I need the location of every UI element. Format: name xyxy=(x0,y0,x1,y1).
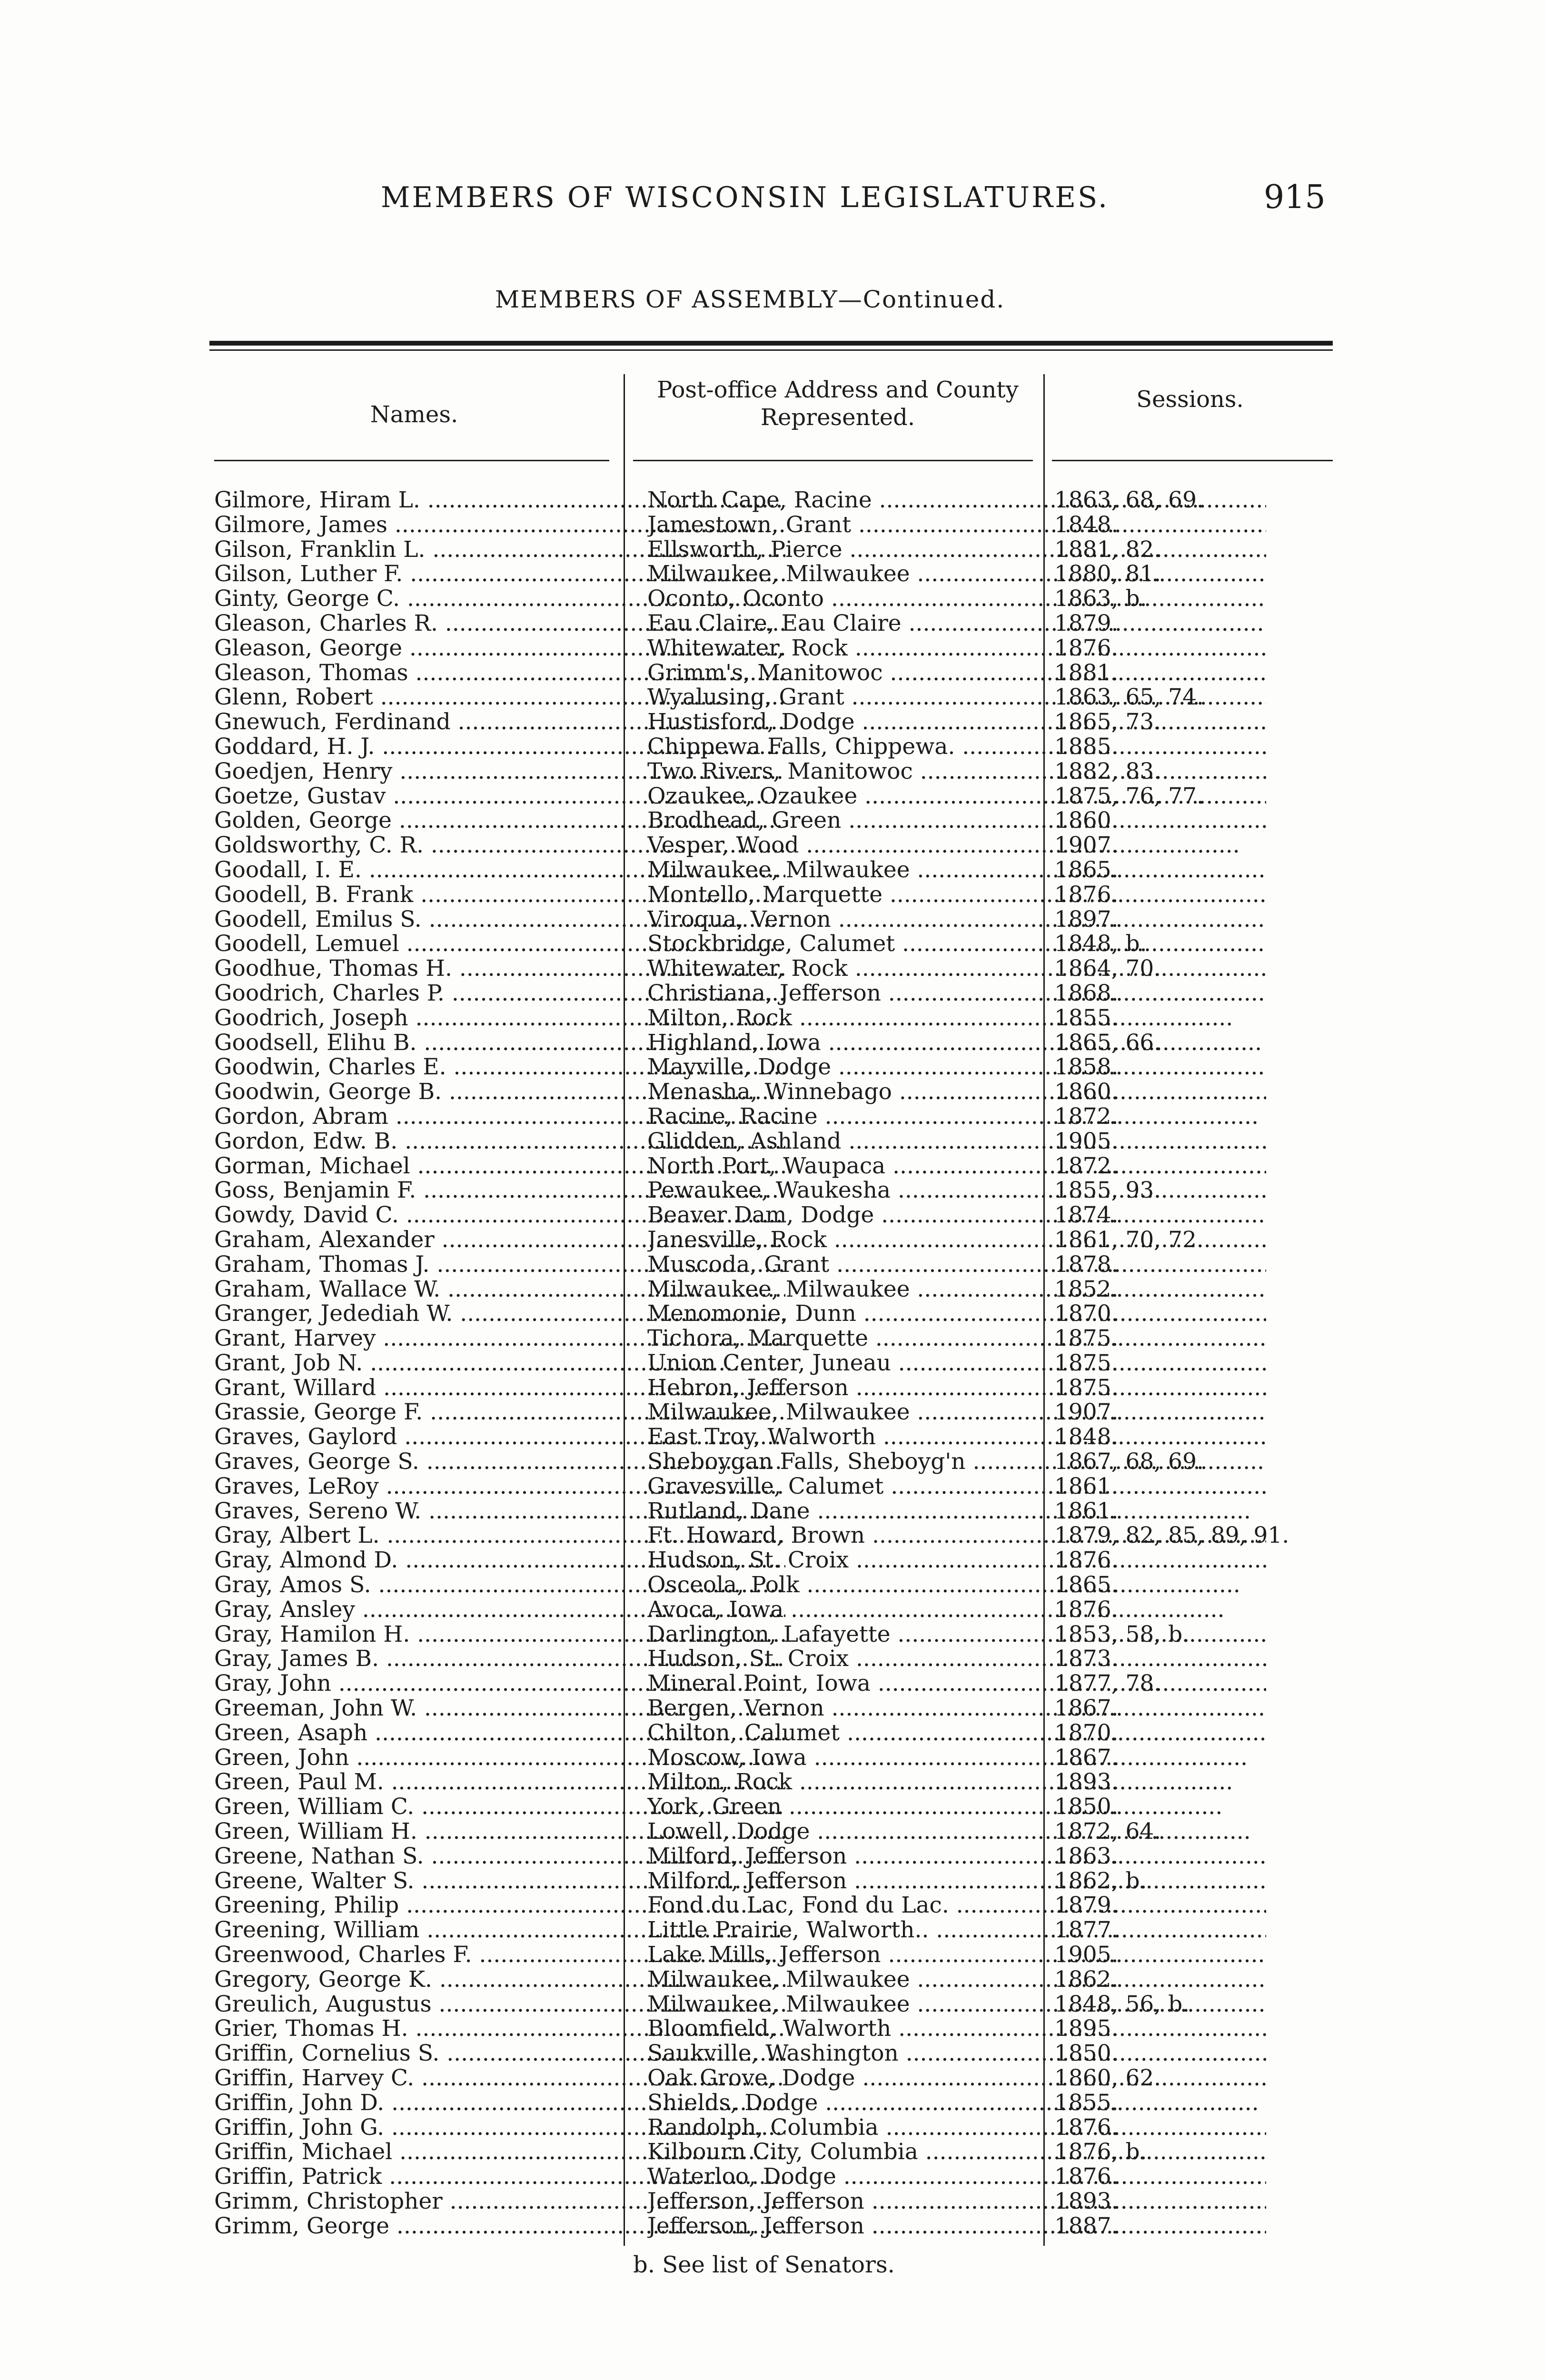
post-office-county: Darlington, Lafayette ..... xyxy=(647,1622,1266,1647)
footnote: b. See list of Senators. xyxy=(633,2251,895,2278)
post-office-county: Grimm's, Manitowoc ..... xyxy=(647,661,1266,685)
post-office-county: Milford, Jefferson ..... xyxy=(647,1844,1266,1869)
table-row xyxy=(214,1893,1309,1918)
sessions: 1861. xyxy=(1054,1474,1119,1499)
post-office-county: Highland, Iowa ..... xyxy=(647,1031,1266,1055)
table-row xyxy=(214,1573,1309,1597)
member-name: Gleason, Thomas ..... xyxy=(214,661,785,685)
post-office-county: Osceola, Polk ..... xyxy=(647,1573,1266,1597)
member-name: Grier, Thomas H. ..... xyxy=(214,2016,785,2041)
header-underline-names xyxy=(214,460,609,461)
sessions: 1855. xyxy=(1054,2090,1119,2115)
post-office-county: Beaver Dam, Dodge ..... xyxy=(647,1203,1266,1228)
member-name: Goodell, Emilus S. ..... xyxy=(214,907,785,932)
member-name: Ginty, George C. ..... xyxy=(214,586,785,611)
member-name: Gordon, Edw. B. ..... xyxy=(214,1129,785,1154)
member-name: Goodwin, Charles E. ..... xyxy=(214,1055,785,1080)
sessions: 1863, 68, 69. xyxy=(1054,488,1204,513)
post-office-county: Bloomfield, Walworth ..... xyxy=(647,2016,1266,2041)
table-row xyxy=(214,1080,1309,1104)
table-row xyxy=(214,1129,1309,1154)
sessions: 1897. xyxy=(1054,907,1119,932)
post-office-county: Montello, Marquette ..... xyxy=(647,883,1266,907)
table-row xyxy=(214,636,1309,661)
post-office-county: Randolph, Columbia ..... xyxy=(647,2115,1266,2140)
table-row xyxy=(214,1376,1309,1400)
table-row xyxy=(214,1351,1309,1376)
sessions: 1852. xyxy=(1054,1277,1119,1302)
member-name: Glenn, Robert ..... xyxy=(214,685,785,710)
table-row xyxy=(214,1696,1309,1721)
table-row xyxy=(214,1943,1309,1967)
post-office-county: Whitewater, Rock ..... xyxy=(647,956,1266,981)
member-name: Greene, Nathan S. ..... xyxy=(214,1844,785,1869)
table-row xyxy=(214,513,1309,537)
member-name: Gray, Hamilon H. ..... xyxy=(214,1622,785,1647)
sessions: 1867, 68, 69. xyxy=(1054,1449,1204,1474)
table-row xyxy=(214,2214,1309,2239)
member-name: Griffin, John D. ..... xyxy=(214,2091,785,2115)
member-name: Graves, Sereno W. ..... xyxy=(214,1499,785,1524)
member-name: Griffin, Harvey C. ..... xyxy=(214,2066,785,2091)
table-row xyxy=(214,1548,1309,1573)
table-row xyxy=(214,1055,1309,1080)
member-name: Goodwin, George B. ..... xyxy=(214,1080,785,1104)
header-underline-post-office xyxy=(633,460,1033,461)
page-number: 915 xyxy=(1264,178,1326,216)
table-row xyxy=(214,858,1309,883)
sessions: 1868. xyxy=(1054,981,1119,1006)
post-office-county: Two Rivers, Manitowoc ..... xyxy=(647,759,1266,784)
post-office-county: Hebron, Jefferson ..... xyxy=(647,1376,1266,1400)
post-office-county: Viroqua, Vernon ..... xyxy=(647,907,1266,932)
member-name: Gray, James B. ..... xyxy=(214,1646,785,1671)
table-row xyxy=(214,1228,1309,1252)
sessions: 1881, 82. xyxy=(1054,537,1161,562)
table-row xyxy=(214,2066,1309,2091)
table-row xyxy=(214,1031,1309,1055)
sessions: 1907. xyxy=(1054,1400,1119,1425)
sessions: 1867. xyxy=(1054,1696,1119,1721)
sessions: 1861. xyxy=(1054,1498,1119,1524)
member-name: Gray, Ansley ..... xyxy=(214,1597,785,1622)
table-row xyxy=(214,1252,1309,1277)
member-name: Gray, John ..... xyxy=(214,1671,785,1696)
table-row xyxy=(214,883,1309,907)
post-office-county: Menomonie, Dunn ..... xyxy=(647,1301,1266,1326)
member-name: Green, John ..... xyxy=(214,1745,785,1770)
post-office-county: Hudson, St. Croix ..... xyxy=(647,1646,1266,1671)
sessions: 1855, 93. xyxy=(1054,1178,1161,1203)
table-row xyxy=(214,1301,1309,1326)
sessions: 1907. xyxy=(1054,833,1119,858)
member-name: Grimm, Christopher ..... xyxy=(214,2189,785,2214)
sessions: 1872, 64. xyxy=(1054,1819,1161,1844)
post-office-county: Eau Claire, Eau Claire ..... xyxy=(647,611,1266,636)
member-name: Graves, George S. ..... xyxy=(214,1449,785,1474)
table-row xyxy=(214,734,1309,759)
member-name: Griffin, Patrick ..... xyxy=(214,2164,785,2189)
member-name: Goetze, Gustav ..... xyxy=(214,784,785,809)
table-row xyxy=(214,956,1309,981)
member-name: Goldsworthy, C. R. ..... xyxy=(214,833,785,858)
member-name: Greenwood, Charles F. ..... xyxy=(214,1943,785,1967)
sessions: 1877. xyxy=(1054,1918,1119,1943)
table-row xyxy=(214,2041,1309,2066)
post-office-county: Christiana, Jefferson ..... xyxy=(647,981,1266,1006)
post-office-county: Jefferson, Jefferson ..... xyxy=(647,2214,1266,2239)
post-office-county: Ft. Howard, Brown ..... xyxy=(647,1523,1266,1548)
table-row xyxy=(214,1844,1309,1869)
table-row xyxy=(214,907,1309,932)
post-office-county: North Port, Waupaca ..... xyxy=(647,1154,1266,1179)
sessions: 1905. xyxy=(1054,1129,1119,1154)
table-row xyxy=(214,586,1309,611)
sessions: 1863, 65, 74. xyxy=(1054,685,1204,710)
table-row xyxy=(214,2091,1309,2115)
member-name: Goodell, Lemuel ..... xyxy=(214,932,785,956)
sessions: 1887. xyxy=(1054,2213,1119,2239)
member-name: Goedjen, Henry ..... xyxy=(214,759,785,784)
sessions: 1850. xyxy=(1054,1795,1119,1820)
member-name: Goodsell, Elihu B. ..... xyxy=(214,1031,785,1055)
post-office-county: Whitewater, Rock ..... xyxy=(647,636,1266,661)
member-name: Gorman, Michael ..... xyxy=(214,1154,785,1179)
table-row xyxy=(214,1671,1309,1696)
post-office-county: York, Green ..... xyxy=(647,1795,1266,1819)
sessions: 1860. xyxy=(1054,808,1119,833)
table-row xyxy=(214,611,1309,636)
column-header-sessions: Sessions. xyxy=(1136,386,1244,413)
sessions: 1848. xyxy=(1054,1425,1119,1450)
member-name: Gray, Amos S. ..... xyxy=(214,1573,785,1597)
sessions: 1870. xyxy=(1054,1301,1119,1327)
table-row xyxy=(214,1770,1309,1795)
sessions: 1876. xyxy=(1054,1548,1119,1573)
member-name: Greulich, Augustus ..... xyxy=(214,1992,785,2017)
post-office-county: Moscow, Iowa ..... xyxy=(647,1745,1266,1770)
table-row xyxy=(214,808,1309,833)
member-name: Greeman, John W. ..... xyxy=(214,1696,785,1721)
sessions: 1876. xyxy=(1054,635,1119,661)
table-row xyxy=(214,2016,1309,2041)
member-name: Griffin, Cornelius S. ..... xyxy=(214,2041,785,2066)
table-top-rule-thin xyxy=(209,349,1333,351)
member-name: Graves, Gaylord ..... xyxy=(214,1425,785,1449)
post-office-county: Milton, Rock ..... xyxy=(647,1770,1266,1795)
post-office-county: Oak Grove, Dodge ..... xyxy=(647,2066,1266,2091)
member-name: Gowdy, David C. ..... xyxy=(214,1203,785,1228)
post-office-county: Pewaukee, Waukesha ..... xyxy=(647,1178,1266,1203)
member-name: Goodell, B. Frank ..... xyxy=(214,883,785,907)
member-name: Greening, Philip ..... xyxy=(214,1893,785,1918)
table-row xyxy=(214,2115,1309,2140)
sessions: 1848, 56, b. xyxy=(1054,1992,1190,2017)
post-office-county: Lowell, Dodge ..... xyxy=(647,1819,1266,1844)
sessions: 1885. xyxy=(1054,734,1119,759)
post-office-county: Chippewa Falls, Chippewa. ..... xyxy=(647,734,1266,759)
member-name: Goss, Benjamin F. ..... xyxy=(214,1178,785,1203)
member-name: Grant, Harvey ..... xyxy=(214,1326,785,1351)
table-row xyxy=(214,1178,1309,1203)
table-row xyxy=(214,1277,1309,1302)
sessions: 1876. xyxy=(1054,2115,1119,2140)
member-name: Gnewuch, Ferdinand ..... xyxy=(214,710,785,734)
member-name: Gray, Albert L. ..... xyxy=(214,1523,785,1548)
post-office-county: Jefferson, Jefferson ..... xyxy=(647,2189,1266,2214)
table-row xyxy=(214,1154,1309,1179)
post-office-county: Stockbridge, Calumet ..... xyxy=(647,932,1266,956)
sessions: 1862. xyxy=(1054,1967,1119,1992)
table-row xyxy=(214,1622,1309,1647)
column-header-post-office: Post-office Address and County Represented. xyxy=(657,377,1019,431)
table-row xyxy=(214,833,1309,858)
sessions: 1865, 66. xyxy=(1054,1030,1161,1055)
post-office-county: Ellsworth, Pierce ..... xyxy=(647,537,1266,562)
member-name: Graves, LeRoy ..... xyxy=(214,1474,785,1499)
post-office-county: North Cape, Racine ..... xyxy=(647,488,1266,513)
post-office-county: Milton, Rock ..... xyxy=(647,1006,1266,1031)
member-name: Gilmore, Hiram L. ..... xyxy=(214,488,785,513)
table-row xyxy=(214,1474,1309,1499)
post-office-county: Jamestown, Grant ..... xyxy=(647,513,1266,537)
table-row xyxy=(214,1745,1309,1770)
running-title: MEMBERS OF WISCONSIN LEGISLATURES. xyxy=(381,181,1110,214)
post-office-county: Union Center, Juneau ..... xyxy=(647,1351,1266,1376)
sessions: 1880, 81. xyxy=(1054,562,1161,587)
post-office-county: Bergen, Vernon ..... xyxy=(647,1696,1266,1721)
post-office-county: Milwaukee, Milwaukee ..... xyxy=(647,1400,1266,1425)
member-name: Goodrich, Charles P. ..... xyxy=(214,981,785,1006)
post-office-county: Saukville, Washington ..... xyxy=(647,2041,1266,2066)
sessions: 1879. xyxy=(1054,611,1119,636)
member-name: Granger, Jedediah W. ..... xyxy=(214,1301,785,1326)
member-name: Gilson, Luther F. ..... xyxy=(214,562,785,586)
table-row xyxy=(214,981,1309,1006)
post-office-county: Milwaukee, Milwaukee ..... xyxy=(647,858,1266,883)
sessions: 1875, 76, 77. xyxy=(1054,783,1204,809)
sessions: 1879. xyxy=(1054,1893,1119,1918)
post-office-county: Ozaukee, Ozaukee ..... xyxy=(647,784,1266,809)
table-row xyxy=(214,685,1309,710)
member-name: Goodhue, Thomas H. ..... xyxy=(214,956,785,981)
table-row xyxy=(214,2164,1309,2189)
sessions: 1861, 70, 72. xyxy=(1054,1227,1204,1252)
member-name: Griffin, Michael ..... xyxy=(214,2140,785,2164)
post-office-county: Milwaukee, Milwaukee ..... xyxy=(647,1967,1266,1992)
table-row xyxy=(214,1819,1309,1844)
table-row xyxy=(214,1449,1309,1474)
table-row xyxy=(214,1006,1309,1031)
sessions: 1855. xyxy=(1054,1005,1119,1031)
table-row xyxy=(214,661,1309,685)
table-row xyxy=(214,1992,1309,2017)
sessions: 1876, b. xyxy=(1054,2140,1147,2165)
member-name: Graham, Thomas J. ..... xyxy=(214,1252,785,1277)
table-row xyxy=(214,1918,1309,1943)
sessions: 1870. xyxy=(1054,1720,1119,1745)
post-office-county: Glidden, Ashland ..... xyxy=(647,1129,1266,1154)
post-office-county: Waterloo, Dodge ..... xyxy=(647,2164,1266,2189)
table-row xyxy=(214,1523,1309,1548)
table-row xyxy=(214,562,1309,586)
sessions: 1853, 58, b. xyxy=(1054,1622,1190,1647)
member-name: Green, William C. ..... xyxy=(214,1795,785,1819)
post-office-county: Muscoda, Grant ..... xyxy=(647,1252,1266,1277)
table-row xyxy=(214,784,1309,809)
post-office-county: Janesville, Rock ..... xyxy=(647,1228,1266,1252)
sessions: 1862, b. xyxy=(1054,1868,1147,1894)
member-name: Grimm, George ..... xyxy=(214,2214,785,2239)
post-office-county: Vesper, Wood ..... xyxy=(647,833,1266,858)
column-header-names: Names. xyxy=(370,401,458,428)
sessions: 1878. xyxy=(1054,1252,1119,1277)
post-office-county: Hudson, St. Croix ..... xyxy=(647,1548,1266,1573)
sessions: 1872. xyxy=(1054,1153,1119,1179)
table-row xyxy=(214,932,1309,956)
header-underline-sessions xyxy=(1052,460,1333,461)
member-name: Green, William H. ..... xyxy=(214,1819,785,1844)
post-office-county: Tichora, Marquette ..... xyxy=(647,1326,1266,1351)
sessions: 1876. xyxy=(1054,1597,1119,1622)
table-row xyxy=(214,1400,1309,1425)
post-office-county: Brodhead, Green ..... xyxy=(647,808,1266,833)
member-name: Grant, Willard ..... xyxy=(214,1376,785,1400)
post-office-county: Shields, Dodge ..... xyxy=(647,2091,1266,2115)
sessions: 1858. xyxy=(1054,1055,1119,1080)
table-row xyxy=(214,1326,1309,1351)
table-row xyxy=(214,1425,1309,1449)
post-office-county: Fond du Lac, Fond du Lac. ..... xyxy=(647,1893,1266,1918)
table-row xyxy=(214,1646,1309,1671)
table-row xyxy=(214,1104,1309,1129)
post-office-county: Racine, Racine ..... xyxy=(647,1104,1266,1129)
member-name: Gleason, George ..... xyxy=(214,636,785,661)
member-name: Greene, Walter S. ..... xyxy=(214,1869,785,1894)
member-name: Grassie, George F. ..... xyxy=(214,1400,785,1425)
table-row xyxy=(214,1869,1309,1894)
member-name: Green, Asaph ..... xyxy=(214,1721,785,1745)
member-name: Graham, Alexander ..... xyxy=(214,1228,785,1252)
sessions: 1865, 73. xyxy=(1054,710,1161,734)
post-office-county: Lake Mills, Jefferson ..... xyxy=(647,1943,1266,1967)
table-row xyxy=(214,1499,1309,1524)
member-name: Gregory, George K. ..... xyxy=(214,1967,785,1992)
sessions: 1872. xyxy=(1054,1104,1119,1129)
sessions: 1879, 82, 85, 89, 91. xyxy=(1054,1523,1289,1548)
post-office-county: Little Prairie, Walworth.. ..... xyxy=(647,1918,1266,1943)
sessions: 1865. xyxy=(1054,1573,1119,1597)
sessions: 1881. xyxy=(1054,660,1119,685)
table-row xyxy=(214,537,1309,562)
member-name: Gordon, Abram ..... xyxy=(214,1104,785,1129)
post-office-county: Wyalusing, Grant ..... xyxy=(647,685,1266,710)
post-office-county: Milwaukee, Milwaukee ..... xyxy=(647,1992,1266,2017)
sessions: 1905. xyxy=(1054,1943,1119,1967)
post-office-county: Menasha, Winnebago ..... xyxy=(647,1080,1266,1104)
table-row xyxy=(214,1597,1309,1622)
sessions: 1876. xyxy=(1054,882,1119,907)
post-office-county: East Troy, Walworth ..... xyxy=(647,1425,1266,1449)
sessions: 1848. xyxy=(1054,512,1119,537)
post-office-county: Milwaukee, Milwaukee ..... xyxy=(647,562,1266,586)
sessions: 1864, 70. xyxy=(1054,956,1161,981)
member-name: Gilmore, James ..... xyxy=(214,513,785,537)
table-row xyxy=(214,488,1309,513)
sessions: 1863, b. xyxy=(1054,586,1147,611)
sessions: 1860, 62. xyxy=(1054,2066,1161,2091)
post-office-county: Mineral Point, Iowa ..... xyxy=(647,1671,1266,1696)
member-name: Gray, Almond D. ..... xyxy=(214,1548,785,1573)
post-office-county: Gravesville, Calumet ..... xyxy=(647,1474,1266,1499)
table-row xyxy=(214,2140,1309,2164)
members-table-body xyxy=(214,488,1309,2239)
post-office-county: Avoca, Iowa ..... xyxy=(647,1597,1266,1622)
sessions: 1860. xyxy=(1054,1080,1119,1104)
member-name: Graham, Wallace W. ..... xyxy=(214,1277,785,1302)
sessions: 1874. xyxy=(1054,1203,1119,1228)
table-row xyxy=(214,759,1309,784)
post-office-county: Sheboygan Falls, Sheboyg'n ..... xyxy=(647,1449,1266,1474)
post-office-county: Milwaukee, Milwaukee ..... xyxy=(647,1277,1266,1302)
post-office-county: Milford, Jefferson ..... xyxy=(647,1869,1266,1894)
table-top-rule xyxy=(209,341,1333,346)
sessions: 1865. xyxy=(1054,857,1119,883)
sessions: 1895. xyxy=(1054,2016,1119,2042)
sessions: 1848, b. xyxy=(1054,932,1147,957)
post-office-county: Mayville, Dodge ..... xyxy=(647,1055,1266,1080)
member-name: Griffin, John G. ..... xyxy=(214,2115,785,2140)
member-name: Golden, George ..... xyxy=(214,808,785,833)
sessions: 1877, 78. xyxy=(1054,1671,1161,1696)
sessions: 1876. xyxy=(1054,2164,1119,2189)
table-row xyxy=(214,1203,1309,1228)
member-name: Grant, Job N. ..... xyxy=(214,1351,785,1376)
table-subtitle: MEMBERS OF ASSEMBLY—Continued. xyxy=(495,286,1005,313)
table-row xyxy=(214,1721,1309,1745)
member-name: Goddard, H. J. ..... xyxy=(214,734,785,759)
post-office-county: Chilton, Calumet ..... xyxy=(647,1721,1266,1745)
member-name: Goodall, I. E. ..... xyxy=(214,858,785,883)
member-name: Gleason, Charles R. ..... xyxy=(214,611,785,636)
post-office-county: Oconto, Oconto ..... xyxy=(647,586,1266,611)
sessions: 1893. xyxy=(1054,1770,1119,1795)
post-office-county: Kilbourn City, Columbia ..... xyxy=(647,2140,1266,2164)
table-row xyxy=(214,1795,1309,1819)
post-office-county: Hustisford, Dodge ..... xyxy=(647,710,1266,734)
member-name: Greening, William ..... xyxy=(214,1918,785,1943)
table-row xyxy=(214,1967,1309,1992)
sessions: 1867. xyxy=(1054,1745,1119,1770)
member-name: Green, Paul M. ..... xyxy=(214,1770,785,1795)
sessions: 1863. xyxy=(1054,1844,1119,1869)
sessions: 1875. xyxy=(1054,1375,1119,1400)
post-office-county: Rutland, Dane ..... xyxy=(647,1499,1266,1524)
member-name: Gilson, Franklin L. ..... xyxy=(214,537,785,562)
sessions: 1875. xyxy=(1054,1350,1119,1376)
sessions: 1850. xyxy=(1054,2041,1119,2066)
member-name: Goodrich, Joseph ..... xyxy=(214,1006,785,1031)
sessions: 1875. xyxy=(1054,1326,1119,1351)
table-row xyxy=(214,710,1309,734)
sessions: 1893. xyxy=(1054,2189,1119,2214)
sessions: 1882, 83. xyxy=(1054,759,1161,784)
sessions: 1873. xyxy=(1054,1646,1119,1672)
table-row xyxy=(214,2189,1309,2214)
